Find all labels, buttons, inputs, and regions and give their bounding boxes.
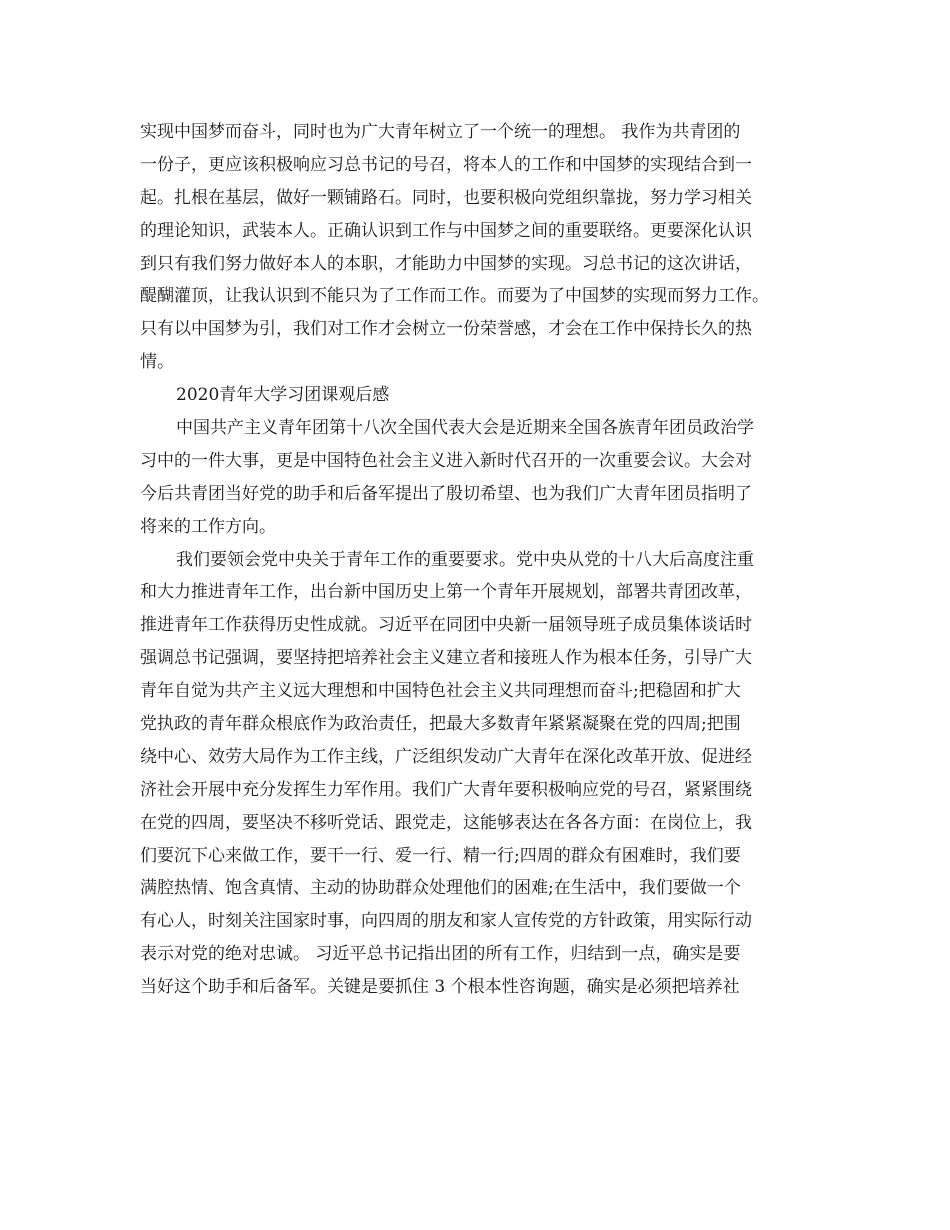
text-line: 济社会开展中充分发挥生力军作用。我们广大青年要积极响应党的号召，紧紧围绕 [140,779,752,800]
text-line: 只有以中国梦为引，我们对工作才会树立一份荣誉感，才会在工作中保持长久的热 [140,319,752,340]
text-line: 醍醐灌顶，让我认识到不能只为了工作而工作。而要为了中国梦的实现而努力工作。 [140,286,769,307]
text-line: 有心人，时刻关注国家时事，向四周的朋友和家人宣传党的方针政策，用实际行动 [140,911,752,932]
text-line: 党执政的青年群众根底作为政治责任，把最大多数青年紧紧凝聚在党的四周;把围 [140,714,741,735]
text-line: 和大力推进青年工作，出台新中国历史上第一个青年开展规划，部署共青团改革， [140,582,752,603]
text-line: 将来的工作方向。 [140,516,276,537]
text-line: 绕中心、效劳大局作为工作主线，广泛组织发动广大青年在深化改革开放、促进经 [140,746,752,767]
text-line: 一份子，更应该积极响应习总书记的号召，将本人的工作和中国梦的实现结合到一 [140,154,752,175]
text-line: 在党的四周，要坚决不移听党话、跟党走，这能够表达在各各方面：在岗位上，我 [140,812,752,833]
text-line: 们要沉下心来做工作，要干一行、爱一行、精一行;四周的群众有困难时，我们要 [140,845,741,866]
text-line: 实现中国梦而奋斗，同时也为广大青年树立了一个统一的理想。 我作为共青团的 [140,122,741,142]
text-line: 青年自觉为共产主义远大理想和中国特色社会主义共同理想而奋斗;把稳固和扩大 [140,681,741,702]
text-line: 当好这个助手和后备军。关键是要抓住 3 个根本性咨询题，确实是必须把培养社 [140,977,740,998]
paragraph-start-line: 我们要领会党中央关于青年工作的重要要求。党中央从党的十八大后高度注重 [176,549,754,570]
paragraph-start-line: 中国共产主义青年团第十八次全国代表大会是近期来全国各族青年团员政治学 [176,418,754,439]
text-line: 情。 [140,352,174,373]
text-line: 满腔热情、饱含真情、主动的协助群众处理他们的困难;在生活中，我们要做一个 [140,878,741,899]
text-line: 表示对党的绝对忠诚。 习近平总书记指出团的所有工作，归结到一点，确实是要 [140,944,741,965]
text-line: 习中的一件大事，更是中国特色社会主义进入新时代召开的一次重要会议。大会对 [140,450,752,471]
text-line: 推进青年工作获得历史性成就。习近平在同团中央新一届领导班子成员集体谈话时 [140,615,752,636]
text-line: 起。扎根在基层，做好一颗铺路石。同时，也要积极向党组织靠拢，努力学习相关 [140,187,752,208]
text-line: 今后共青团当好党的助手和后备军提出了殷切希望、也为我们广大青年团员指明了 [140,483,752,504]
paragraph-start-line: 2020青年大学习团课观后感 [176,385,390,406]
text-line: 到只有我们努力做好本人的本职，才能助力中国梦的实现。习总书记的这次讲话， [140,253,752,274]
text-line: 强调总书记强调，要坚持把培养社会主义建立者和接班人作为根本任务，引导广大 [140,648,752,669]
body-text [140,116,830,1004]
text-line: 的理论知识，武装本人。正确认识到工作与中国梦之间的重要联络。更要深化认识 [140,220,752,241]
